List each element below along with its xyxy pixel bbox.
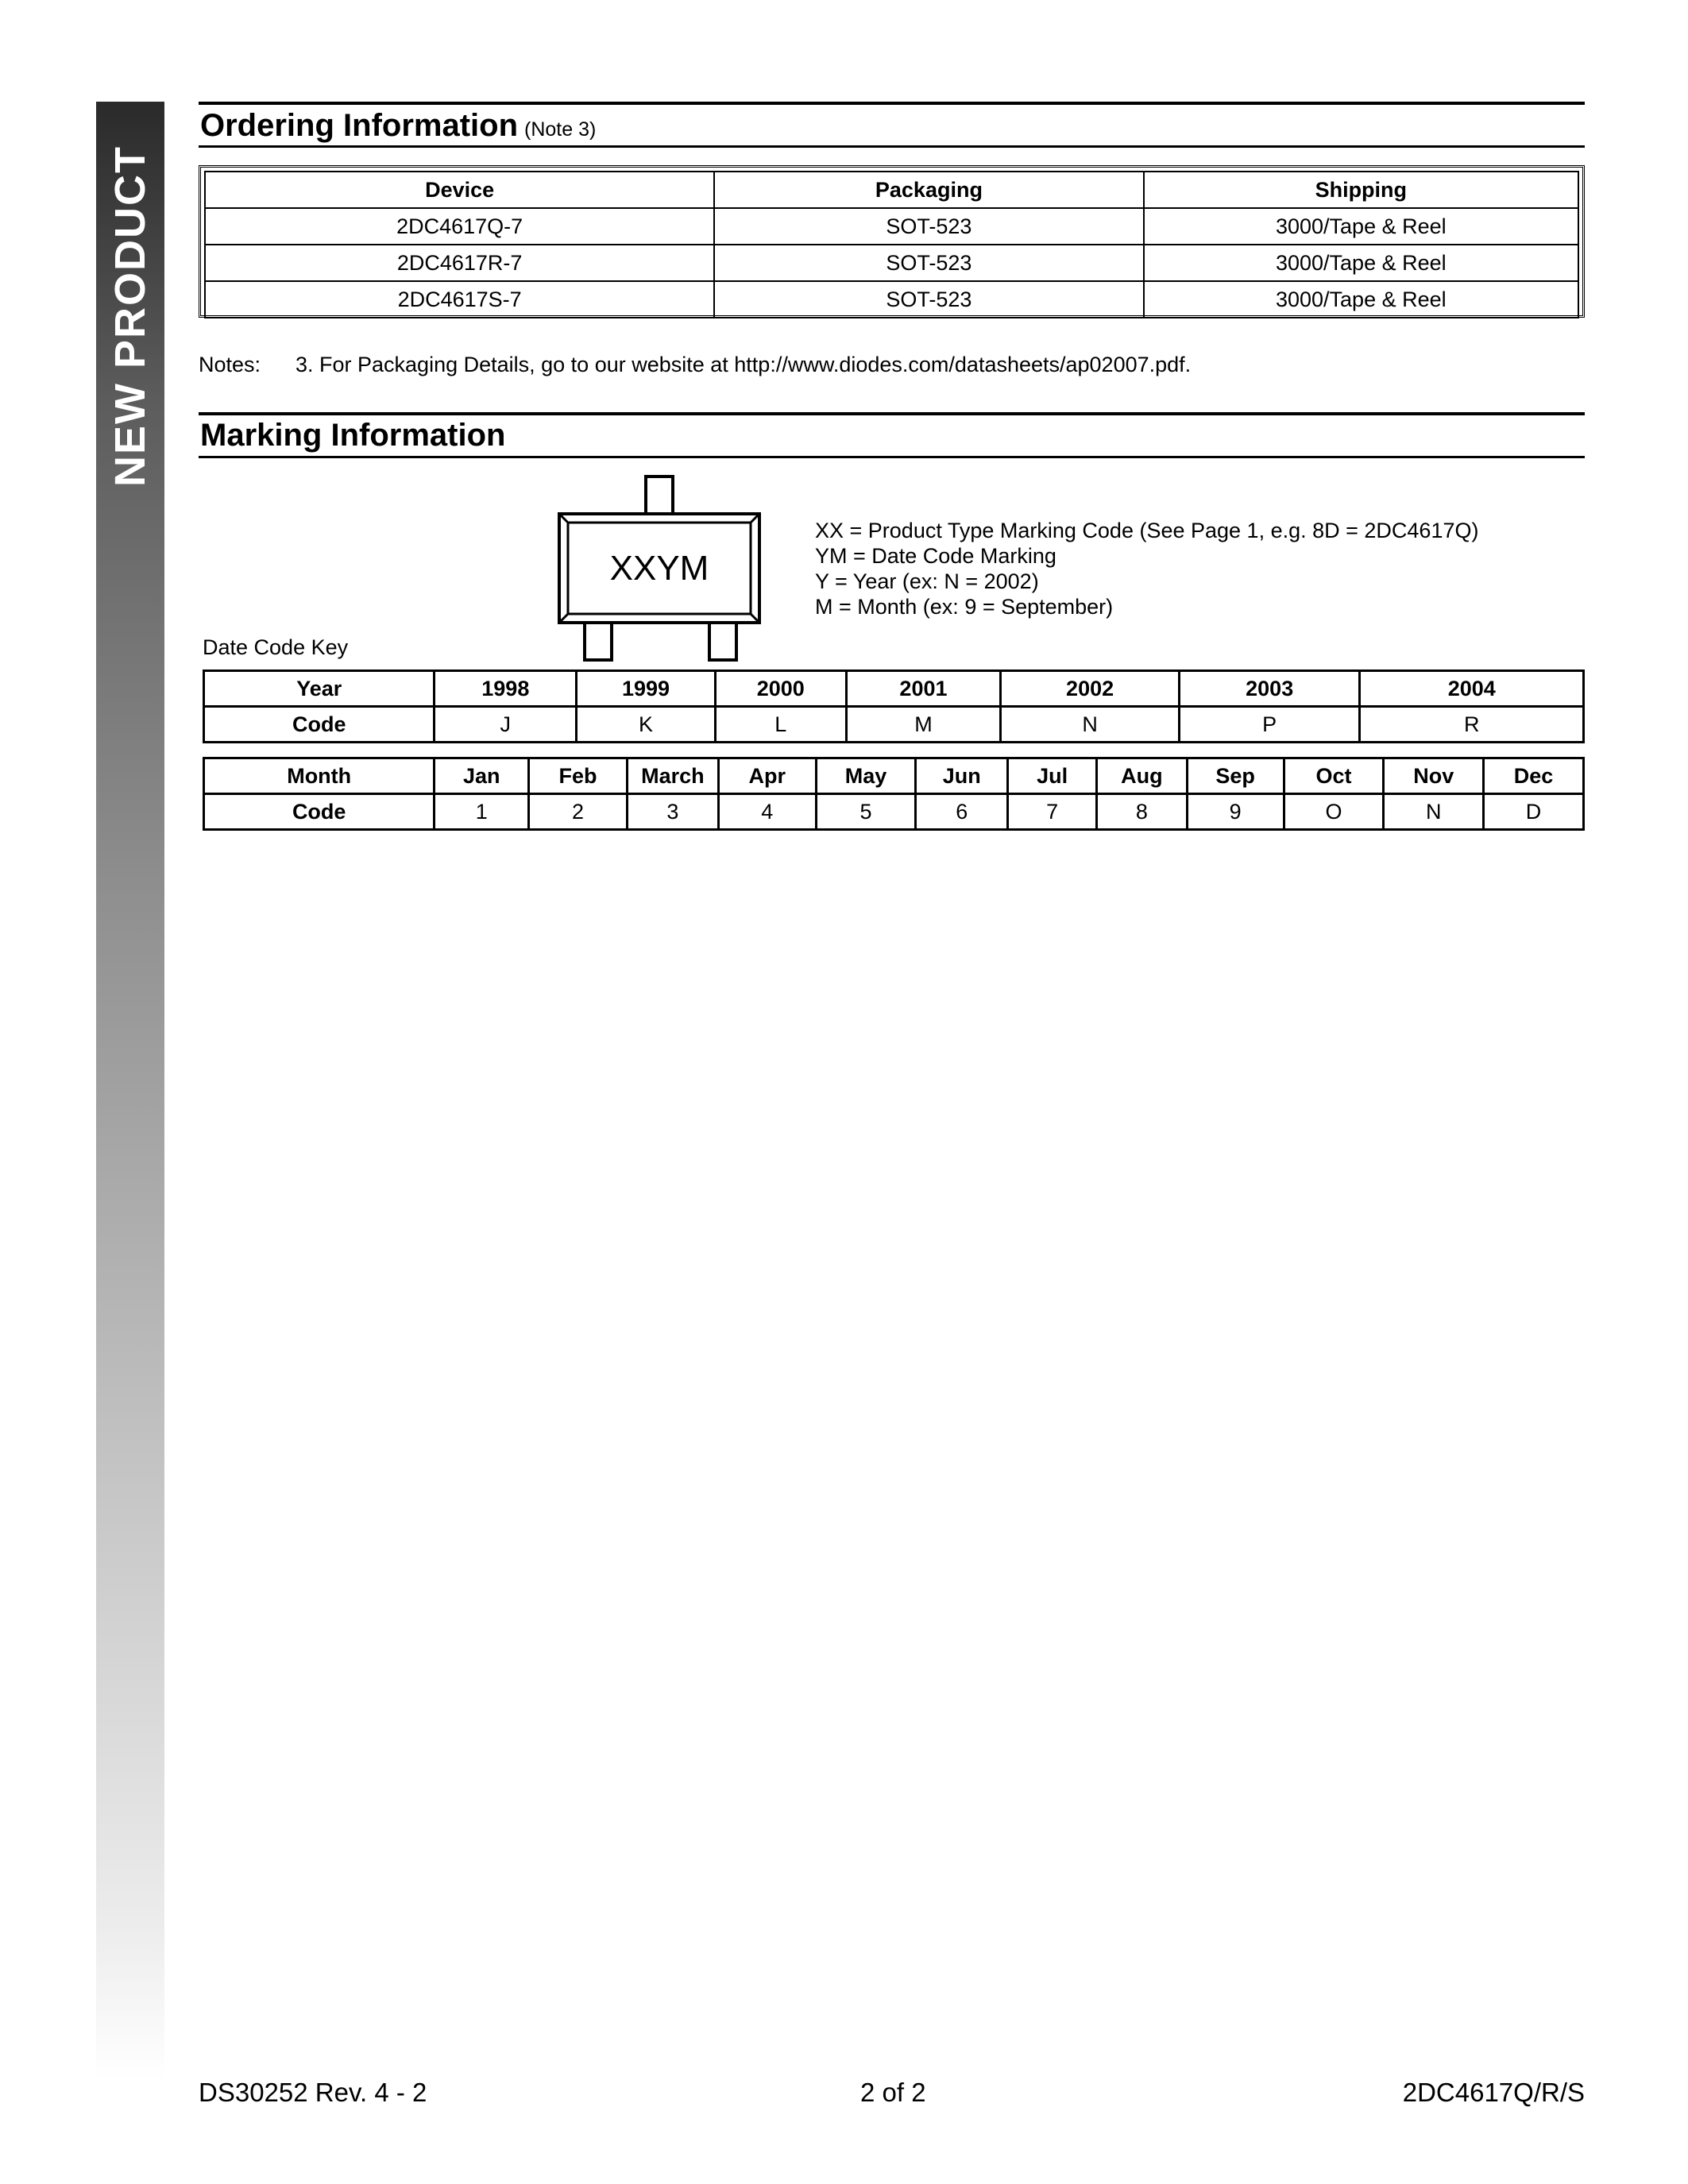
- month-cell: March: [627, 758, 718, 794]
- month-cell: Jan: [435, 758, 529, 794]
- marking-bottom-rule: [199, 456, 1585, 458]
- year-cell: 2003: [1179, 671, 1360, 707]
- year-code-cell: P: [1179, 707, 1360, 743]
- ordering-title: [200, 108, 596, 144]
- cell-packaging: SOT-523: [714, 281, 1143, 318]
- month-cell: Aug: [1096, 758, 1187, 794]
- month-cell: Feb: [529, 758, 628, 794]
- cell-packaging: SOT-523: [714, 208, 1143, 245]
- month-code-cell: O: [1284, 794, 1384, 830]
- package-right-lead: [709, 621, 736, 660]
- month-code-cell: 3: [627, 794, 718, 830]
- month-cell: Dec: [1484, 758, 1584, 794]
- month-cell: Sep: [1187, 758, 1284, 794]
- year-cell: 1998: [435, 671, 577, 707]
- cell-shipping: 3000/Tape & Reel: [1144, 245, 1578, 281]
- notes-label: Notes:: [199, 353, 261, 376]
- notes: [199, 353, 1191, 377]
- month-cell: Jul: [1008, 758, 1097, 794]
- table-row: [205, 208, 1578, 245]
- cell-shipping: 3000/Tape & Reel: [1144, 281, 1578, 318]
- header-device: Device: [205, 172, 714, 208]
- cell-shipping: 3000/Tape & Reel: [1144, 208, 1578, 245]
- year-cell: 2000: [715, 671, 846, 707]
- year-code-row-label: Code: [204, 707, 435, 743]
- year-code-cell: J: [435, 707, 577, 743]
- table-row: [205, 245, 1578, 281]
- notes-text: 3. For Packaging Details, go to our website at http://www.diodes.com/datasheets/ap02007.pdf.: [295, 353, 1192, 376]
- month-code-cell: 6: [916, 794, 1008, 830]
- cell-device: 2DC4617S-7: [205, 281, 714, 318]
- legend-line: XX = Product Type Marking Code (See Page 1, e.g. 8D = 2DC4617Q): [815, 519, 1479, 542]
- ordering-top-rule: [199, 102, 1585, 105]
- table-row: [204, 671, 1584, 707]
- ordering-bottom-rule: [199, 145, 1585, 148]
- package-left-lead: [585, 621, 612, 660]
- footer-page-number: 2 of 2: [860, 2078, 926, 2107]
- package-marking-text: XXYM: [609, 549, 709, 588]
- legend-line: M = Month (ex: 9 = September): [815, 595, 1114, 619]
- year-cell: 2001: [846, 671, 1001, 707]
- package-marking-diagram: [556, 474, 763, 665]
- ordering-title-text: Ordering Information: [200, 108, 518, 143]
- marking-title: Marking Information: [200, 418, 506, 453]
- package-top-lead: [646, 477, 673, 515]
- table-row: [204, 758, 1584, 794]
- month-cell: Jun: [916, 758, 1008, 794]
- year-code-cell: K: [577, 707, 716, 743]
- ordering-note-ref: (Note 3): [524, 118, 597, 141]
- footer-doc-id: DS30252 Rev. 4 - 2: [199, 2078, 427, 2107]
- month-code-row-label: Code: [204, 794, 435, 830]
- side-banner-label: NEW PRODUCT: [106, 145, 154, 487]
- year-cell: 2004: [1360, 671, 1584, 707]
- table-header-row: [205, 172, 1578, 208]
- month-cell: Oct: [1284, 758, 1384, 794]
- year-code-cell: L: [715, 707, 846, 743]
- year-code-table: [203, 669, 1585, 743]
- month-code-cell: 1: [435, 794, 529, 830]
- footer-part-number: 2DC4617Q/R/S: [1402, 2078, 1585, 2107]
- header-packaging: Packaging: [714, 172, 1143, 208]
- month-code-cell: 7: [1008, 794, 1097, 830]
- month-code-cell: N: [1384, 794, 1484, 830]
- month-code-cell: 2: [529, 794, 628, 830]
- table-row: [204, 707, 1584, 743]
- month-code-cell: 4: [718, 794, 816, 830]
- year-row-label: Year: [204, 671, 435, 707]
- month-cell: May: [816, 758, 916, 794]
- cell-packaging: SOT-523: [714, 245, 1143, 281]
- marking-top-rule: [199, 412, 1585, 415]
- month-cell: Apr: [718, 758, 816, 794]
- year-cell: 2002: [1001, 671, 1180, 707]
- ordering-table-frame: [199, 165, 1585, 318]
- date-code-key-label: Date Code Key: [203, 635, 349, 659]
- year-code-cell: N: [1001, 707, 1180, 743]
- month-row-label: Month: [204, 758, 435, 794]
- cell-device: 2DC4617R-7: [205, 245, 714, 281]
- marking-legend: [815, 518, 1478, 619]
- year-code-cell: R: [1360, 707, 1584, 743]
- year-cell: 1999: [577, 671, 716, 707]
- year-code-cell: M: [846, 707, 1001, 743]
- month-code-cell: 9: [1187, 794, 1284, 830]
- month-code-cell: 5: [816, 794, 916, 830]
- month-code-table: [203, 757, 1585, 831]
- header-shipping: Shipping: [1144, 172, 1578, 208]
- table-row: [204, 794, 1584, 830]
- legend-line: Y = Year (ex: N = 2002): [815, 569, 1039, 593]
- month-code-cell: 8: [1096, 794, 1187, 830]
- ordering-table: [204, 171, 1579, 318]
- legend-line: YM = Date Code Marking: [815, 544, 1056, 568]
- cell-device: 2DC4617Q-7: [205, 208, 714, 245]
- month-cell: Nov: [1384, 758, 1484, 794]
- side-banner-label-box: [96, 102, 164, 499]
- month-code-cell: D: [1484, 794, 1584, 830]
- table-row: [205, 281, 1578, 318]
